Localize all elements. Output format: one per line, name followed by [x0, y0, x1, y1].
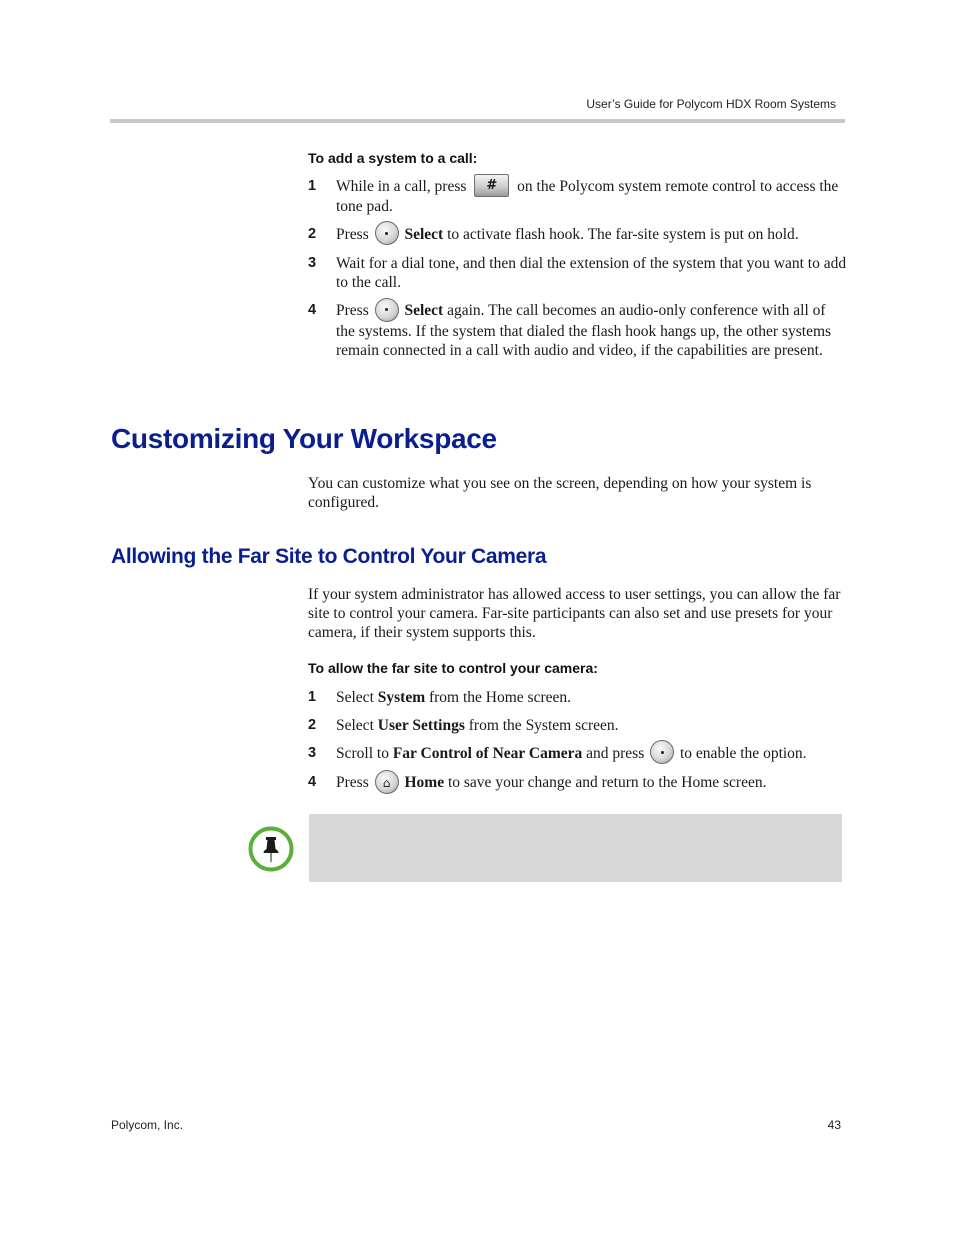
subsection-heading-far-site: Allowing the Far Site to Control Your Camera — [111, 545, 547, 568]
step-number: 4 — [308, 302, 317, 319]
procedure-title-far-site: To allow the far site to control your camera: — [308, 660, 598, 676]
hash-button-icon: # — [474, 174, 509, 197]
step-4: 4 Press Select again. The call becomes an audio-only conference with all of the systems. If the system that dialed the flash hook hangs up, the other systems remain connected in a call with audio and video, if the capabilities are present. — [308, 301, 848, 359]
far-site-steps — [308, 688, 853, 794]
page-number: 43 — [827, 1118, 841, 1132]
step-number: 3 — [308, 255, 317, 272]
step-3: 3 Scroll to Far Control of Near Camera and press to enable the option. — [308, 744, 853, 764]
home-button-icon: ⌂ — [375, 770, 399, 794]
header-rule — [110, 119, 845, 123]
step-number: 2 — [308, 225, 317, 242]
running-header: User’s Guide for Polycom HDX Room Systems — [586, 97, 836, 111]
step-2: 2 Press Select to activate flash hook. The far-site system is put on hold. — [308, 225, 848, 245]
procedure-title-add-system: To add a system to a call: — [308, 150, 478, 166]
far-site-intro: If your system administrator has allowed access to user settings, you can allow the far site to control your camera. Far-site participants can also set and use presets for your camera, if their system supports this. — [308, 586, 841, 641]
step-number: 4 — [308, 774, 317, 791]
step-3: 3 Wait for a dial tone, and then dial the extension of the system that you want to add to the call. — [308, 255, 847, 292]
note-box — [309, 814, 842, 882]
step-1: 1 While in a call, press # on the Polycom system remote control to access the tone pad. — [308, 177, 848, 216]
pushpin-note-icon — [248, 826, 294, 872]
step-2: 2 Select User Settings from the System screen. — [308, 717, 619, 734]
step-number: 1 — [308, 689, 317, 705]
select-button-icon — [650, 740, 674, 764]
section-heading-customizing: Customizing Your Workspace — [111, 423, 497, 454]
add-system-steps — [308, 177, 848, 360]
step-1: 1 Select System from the Home screen. — [308, 689, 572, 706]
select-button-icon — [375, 221, 399, 245]
step-number: 3 — [308, 745, 317, 761]
customizing-intro: You can customize what you see on the screen, depending on how your system is configured. — [308, 475, 812, 511]
select-button-icon — [375, 298, 399, 322]
step-number: 1 — [308, 178, 317, 194]
footer-company: Polycom, Inc. — [111, 1118, 184, 1132]
step-4: 4 Press ⌂ Home to save your change and return to the Home screen. — [308, 773, 853, 793]
step-number: 2 — [308, 717, 317, 733]
